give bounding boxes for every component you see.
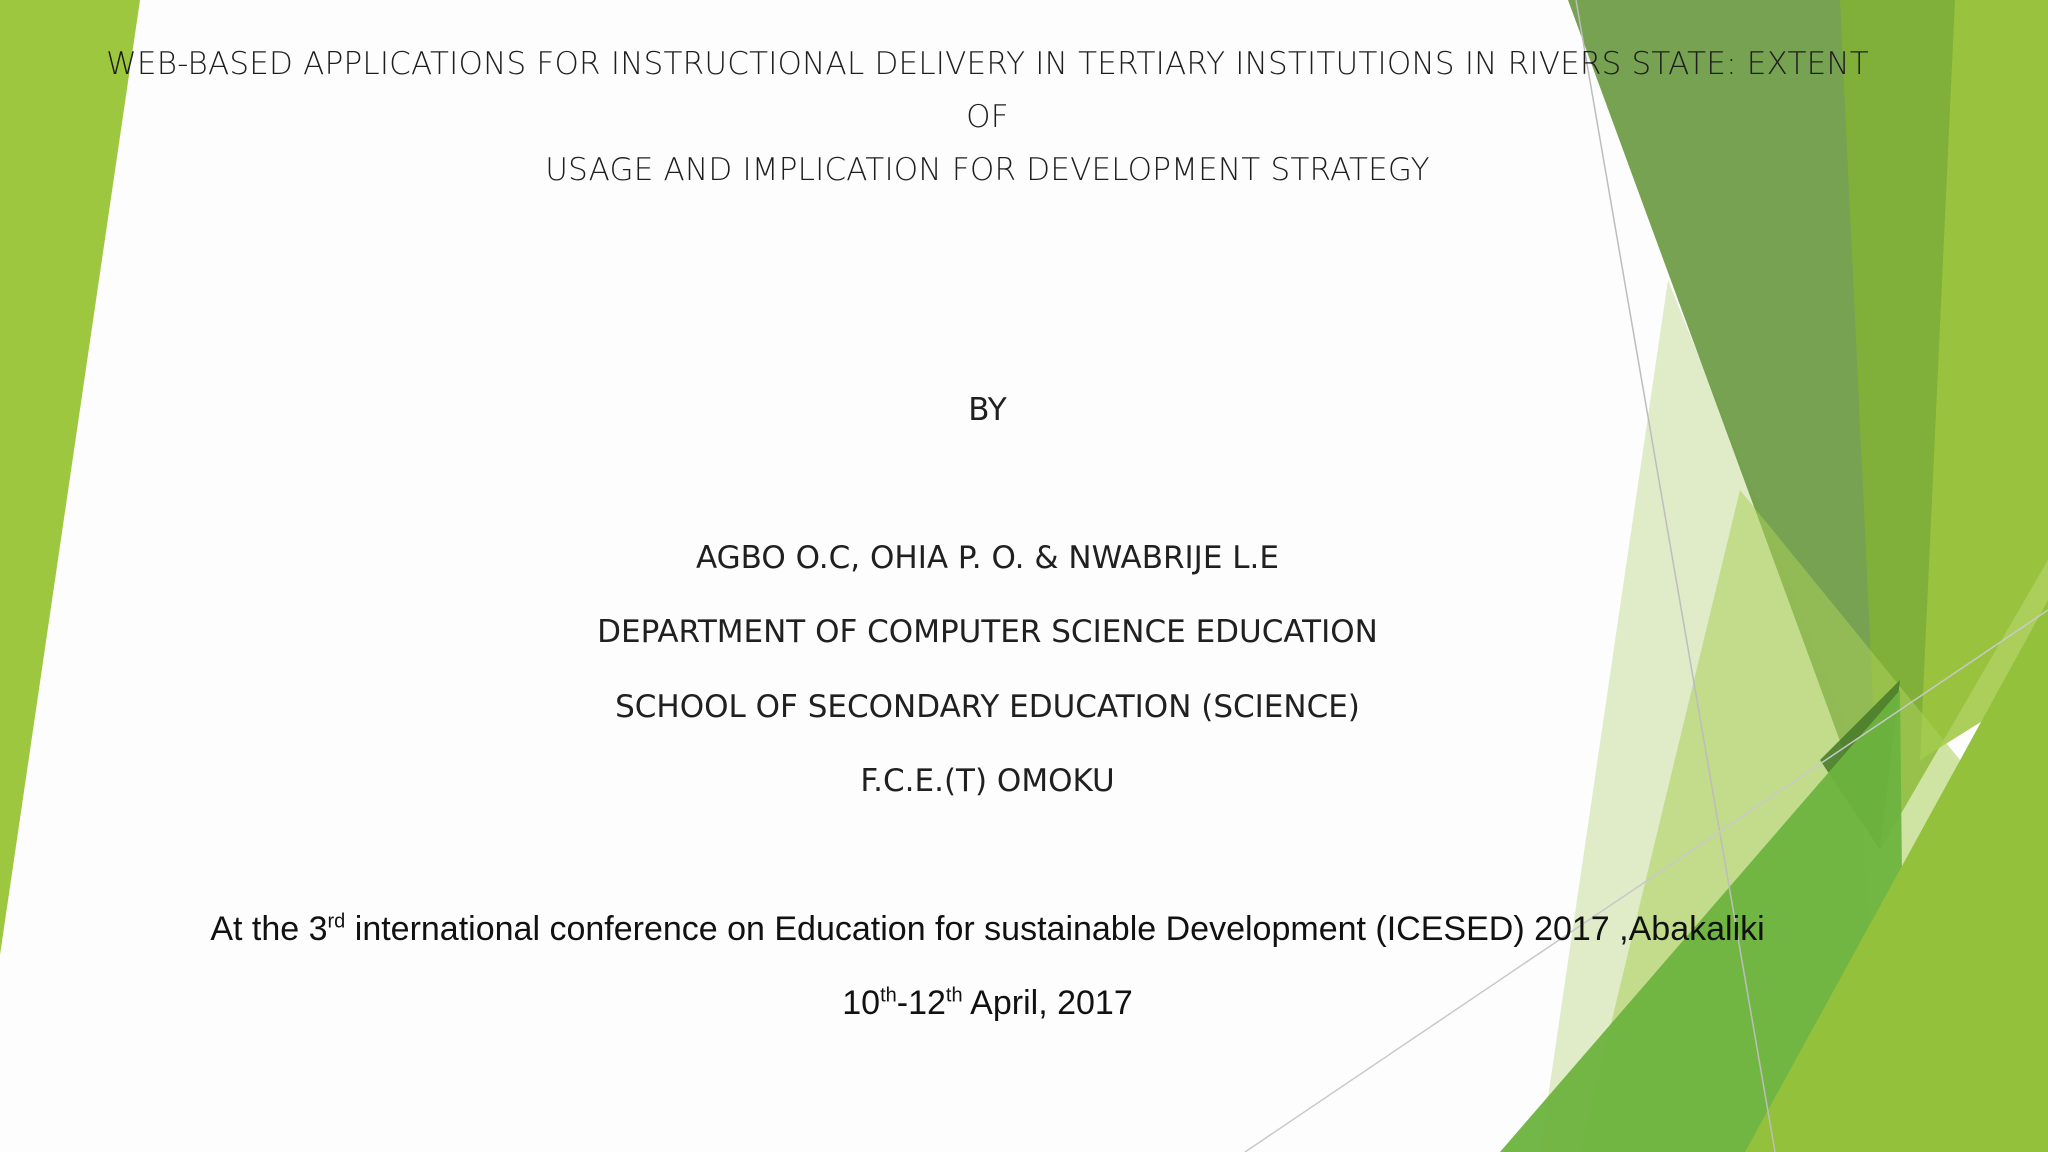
- title-line-1: WEB-BASED APPLICATIONS FOR INSTRUCTIONAL DELIVERY IN TERTIARY INSTITUTIONS IN RIVERS STATE: EXTENT OF: [106, 46, 1869, 135]
- conference-ordinal-suffix: rd: [327, 910, 346, 933]
- conference-prefix: At the 3: [210, 910, 328, 948]
- college: F.C.E.(T) OMOKU: [860, 763, 1115, 799]
- conference-rest: international conference on Education for sustainable Development (ICESED) 2017 ,Abakaliki: [345, 910, 1765, 948]
- slide-title: [90, 38, 1885, 197]
- start-day-suffix: th: [880, 984, 897, 1007]
- authors: AGBO O.C, OHIA P. O. & NWABRIJE L.E: [696, 540, 1279, 576]
- title-line-2: USAGE AND IMPLICATION FOR DEVELOPMENT STRATEGY: [545, 152, 1430, 188]
- end-day-suffix: th: [945, 984, 963, 1007]
- by-label: BY: [968, 392, 1007, 428]
- conference-dates: [0, 984, 1975, 1023]
- department: DEPARTMENT OF COMPUTER SCIENCE EDUCATION: [597, 614, 1378, 650]
- conference-line: [0, 910, 1975, 949]
- start-day: 10: [842, 984, 881, 1022]
- school: SCHOOL OF SECONDARY EDUCATION (SCIENCE): [615, 689, 1360, 725]
- end-day: -12: [896, 984, 946, 1022]
- month-year: April, 2017: [962, 984, 1133, 1022]
